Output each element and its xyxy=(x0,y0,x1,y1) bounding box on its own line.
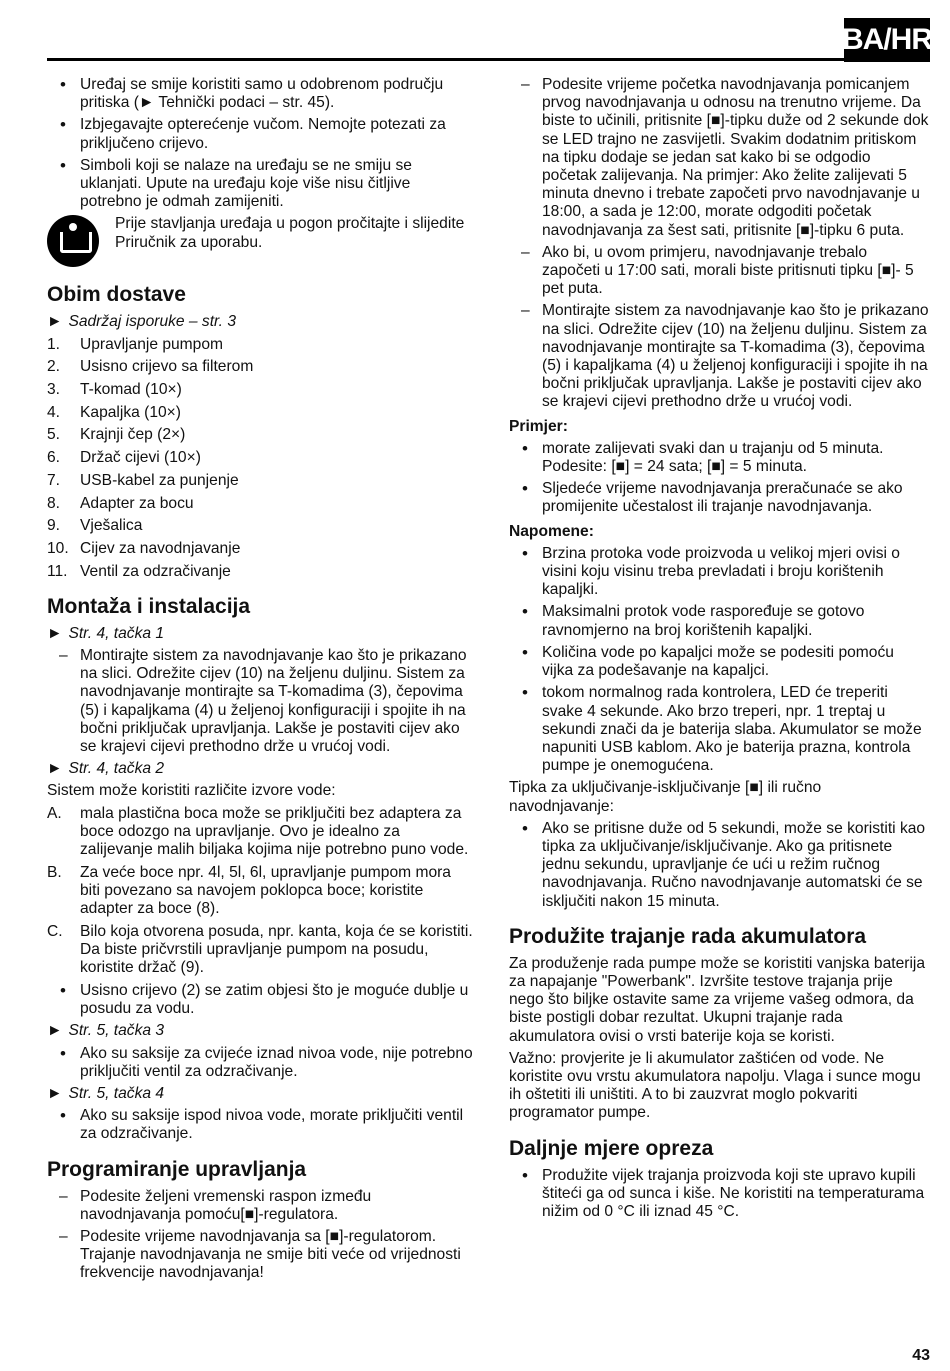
switch-text: Tipka za uključivanje-isključivanje [■] ili ručno navodnjavanje: xyxy=(509,779,822,815)
intro-bullets xyxy=(47,76,473,211)
list-item: • Izbjegavajte opterećenje vučom. Nemojte potezati za priključeno crijevo. xyxy=(47,116,473,152)
scope-item xyxy=(47,472,473,490)
arrow-icon: ► xyxy=(47,760,63,778)
item-number: 1. xyxy=(47,335,61,353)
item-number: 11. xyxy=(47,562,68,580)
example-heading: Primjer: xyxy=(509,417,568,435)
note-item: • Brzina protoka vode proizvoda u velikoj mjeri ovisi o visini koju visinu treba prevladati i broju korištenih kapaljki. xyxy=(509,545,929,600)
list-item: • Uređaj se smije koristiti samo u odobrenom području pritiska (► Tehnički podaci – str. 45). xyxy=(47,76,473,112)
read-manual-icon xyxy=(47,215,99,267)
scope-item xyxy=(47,495,473,513)
item-text: Za veće boce npr. 4l, 5l, 6l, upravljanje pumpom mora biti povezano sa navojem poklopca boce; koristite adapter za boce (8). xyxy=(80,863,451,918)
arrow-icon: ► xyxy=(47,1085,63,1103)
scope-item xyxy=(47,449,473,467)
mount-heading: Montaža i instalacija xyxy=(47,594,251,618)
item-text: USB-kabel za punjenje xyxy=(80,471,239,489)
battery-heading: Produžite trajanje rada akumulatora xyxy=(509,924,867,948)
item-text: Držač cijevi (10×) xyxy=(80,449,201,467)
battery-paragraph-1: Za produženje rada pumpe može se koristiti vanjska baterija za napajanje "Powerbank". Izvršite testove trajanja prije nego što biljke ostavite same za vrijeme vašeg odmora, da biste postigli dobar rezultat. Ukupni trajanje rada akumulatora ovisi o vrsti baterije koja se koristi. xyxy=(509,954,926,1045)
item-number: 10. xyxy=(47,539,69,557)
scope-item xyxy=(47,540,473,558)
further-heading: Daljnje mjere opreza xyxy=(509,1136,714,1160)
mount-ref-2: ► Str. 4, tačka 2 xyxy=(47,760,165,778)
item-text: mala plastična boca može se priključiti bez adaptera za boce odozgo na upravljanje. Ovo je idealno za zalijevanje malih biljaka kojima nije potrebno puno vode. xyxy=(80,804,469,859)
item-number: 6. xyxy=(47,449,61,467)
mount-ref-1: ► Str. 4, tačka 1 xyxy=(47,624,165,642)
scope-item xyxy=(47,404,473,422)
item-text: Bilo koja otvorena posuda, npr. kanta, koja će se koristiti. Da biste pričvrstili upravljanje pumpom na posudu, koristite držač (9). xyxy=(80,922,473,977)
start-time-dash: – Podesite vrijeme početka navodnjavanja pomicanjem prvog navodnjavanja u odnosu na trenutno vrijeme. Da biste to učinili, pritisnite [■]-tipku duže od 2 sekunde dok se LED trajno ne zasvijetli. Svakim dodatnim pritiskom na tipku dodaje se jedan sat kako bi se odgodio početak zalijevanja. Na primjer: Ako želite zalijevati 5 minuta dnevno i trebate započeti prvo navodnjavanje u 18:00, a sada je 12:00, morate odgoditi početak navodnjavanja za šest sati, pritisnite [■]-tipku 6 puta. xyxy=(509,76,929,240)
notes-bullets xyxy=(509,545,929,775)
prog-heading: Programiranje upravljanja xyxy=(47,1157,307,1181)
mount-bullet-3: • Ako su saksije za cvijeće iznad nivoa vode, nije potrebno priključiti ventil za odzračivanje. xyxy=(47,1045,473,1081)
item-text: Upravljanje pumpom xyxy=(80,335,224,353)
mount-bullet-4: • Ako su saksije ispod nivoa vode, morate priključiti ventil za odzračivanje. xyxy=(47,1107,473,1143)
scope-item xyxy=(47,358,473,376)
item-number: 3. xyxy=(47,381,61,399)
source-item xyxy=(47,864,473,919)
scope-item xyxy=(47,426,473,444)
arrow-icon: ► xyxy=(47,313,63,331)
item-text: Adapter za bocu xyxy=(80,494,194,512)
mount-ref-4: ► Str. 5, tačka 4 xyxy=(47,1085,165,1103)
language-tag: BA/HR xyxy=(844,18,930,62)
scope-heading: Obim dostave xyxy=(47,283,186,307)
mount-ref-3: ► Str. 5, tačka 3 xyxy=(47,1022,165,1040)
item-text: Usisno crijevo sa filterom xyxy=(80,358,254,376)
manual-note xyxy=(47,215,473,269)
prog-dash-1: – Podesite željeni vremenski raspon između navodnjavanja pomoću[■]-regulatora. xyxy=(47,1188,473,1224)
left-column xyxy=(47,76,473,1287)
example-17-dash: – Ako bi, u ovom primjeru, navodnjavanje trebalo započeti u 17:00 sati, morali biste pritisnuti tipku [■]- 5 pet puta. xyxy=(509,244,929,299)
mount-repeat-dash: – Montirajte sistem za navodnjavanje kao što je prikazano na slici. Odrežite cijev (10) na željenu duljinu. Sistem za navodnjavanje montirajte sa T-komadima (3), čepovima (5) i kapaljkama (4) u željenoj konfiguraciji i spojite ih na bočni priključak upravljanja. Lakše je postaviti cijev ako se krajevi cijevi prethodno drže u vrućoj vodi. xyxy=(509,302,929,411)
page-number: 43 xyxy=(912,1347,930,1364)
example-bullets xyxy=(509,440,929,517)
item-number: B. xyxy=(47,863,62,881)
note-item: • tokom normalnog rada kontrolera, LED će treperiti svake 4 sekunde. Ako brzo treperi, npr. 1 treptaj u sekundi znači da je baterija slaba. Akumulator se može napuniti USB kablom. Ako je baterija prazna, kontrola pumpe je onemogućena. xyxy=(509,684,929,775)
header-rule xyxy=(47,58,862,61)
item-number: 2. xyxy=(47,358,61,376)
example-item: • Sljedeće vrijeme navodnjavanja preračunaće se ako promijenite učestalost ili trajanje navodnjavanja. xyxy=(509,480,929,516)
scope-list xyxy=(47,336,473,581)
item-number: 5. xyxy=(47,426,61,444)
arrow-icon: ► xyxy=(47,1022,63,1040)
item-text: Ventil za odzračivanje xyxy=(80,562,231,580)
sources-intro: Sistem može koristiti različite izvore vode: xyxy=(47,782,336,800)
switch-bullet: • Ako se pritisne duže od 5 sekundi, može se koristiti kao tipka za uključivanje/isključivanje. Ako ga pritisnete jednu sekundu, upravljanje će ući u režim ručnog navodnjavanja. Ručno navodnjavanje automatski će se isključiti nakon 15 minuta. xyxy=(509,820,929,911)
item-text: T-komad (10×) xyxy=(80,381,182,399)
scope-ref: ► Sadržaj isporuke – str. 3 xyxy=(47,313,237,331)
mount-dash-1: – Montirajte sistem za navodnjavanje kao što je prikazano na slici. Odrežite cijev (10) na željenu duljinu. Sistem za navodnjavanje montirajte sa T-komadima (3), čepovima (5) i kapaljkama (4) u željenoj konfiguraciji i spojite ih na bočni priključak upravljanja. Lakše je postaviti cijev ako se krajevi cijevi prethodno drže u vrućoj vodi. xyxy=(47,647,473,756)
sources-list xyxy=(47,805,473,978)
item-number: A. xyxy=(47,804,62,822)
item-number: C. xyxy=(47,922,63,940)
source-item xyxy=(47,805,473,860)
example-item: • morate zalijevati svaki dan u trajanju od 5 minuta. Podesite: [■] = 24 sata; [■] = 5 minuta. xyxy=(509,440,929,476)
item-text: Cijev za navodnjavanje xyxy=(80,539,241,557)
item-text: Kapaljka (10×) xyxy=(80,403,181,421)
item-number: 7. xyxy=(47,471,61,489)
item-number: 9. xyxy=(47,517,61,535)
suction-bullet: • Usisno crijevo (2) se zatim objesi što je moguće dublje u posudu za vodu. xyxy=(47,982,473,1018)
scope-item xyxy=(47,336,473,354)
arrow-icon: ► xyxy=(47,624,63,642)
item-text: Krajnji čep (2×) xyxy=(80,426,186,444)
source-item xyxy=(47,923,473,978)
note-item: • Maksimalni protok vode raspoređuje se gotovo ravnomjerno na broj korištenih kapaljki. xyxy=(509,603,929,639)
scope-item xyxy=(47,381,473,399)
item-text: Vješalica xyxy=(80,517,143,535)
scope-item xyxy=(47,517,473,535)
battery-paragraph-2: Važno: provjerite je li akumulator zaštićen od vode. Ne koristite ovu vrstu akumulatora napolju. Vlaga i sunce mogu ih oštetiti ili uništiti. A to bi zauzvrat moglo pokvariti programator pumpe. xyxy=(509,1049,921,1122)
notes-heading: Napomene: xyxy=(509,522,594,540)
right-column xyxy=(509,76,929,1225)
further-bullet: • Produžite vijek trajanja proizvoda koji ste upravo kupili štiteći ga od sunca i kiše. Ne koristiti na temperaturama nižim od 0 °C ili iznad 45 °C. xyxy=(509,1167,929,1222)
prog-dash-2: – Podesite vrijeme navodnjavanja sa [■]-regulatorom. Trajanje navodnjavanja ne smije biti veće od vrijednosti frekvencije navodnjavanja! xyxy=(47,1228,473,1283)
item-number: 8. xyxy=(47,494,61,512)
note-item: • Količina vode po kapaljci može se podesiti pomoću vijka za podešavanje na kapaljci. xyxy=(509,644,929,680)
scope-item xyxy=(47,563,473,581)
manual-note-text: Prije stavljanja uređaja u pogon pročitajte i slijedite Priručnik za uporabu. xyxy=(115,215,465,251)
list-item: • Simboli koji se nalaze na uređaju se ne smiju se uklanjati. Upute na uređaju koje više nisu čitljive potrebno je odmah zamijeniti. xyxy=(47,157,473,212)
item-number: 4. xyxy=(47,403,61,421)
